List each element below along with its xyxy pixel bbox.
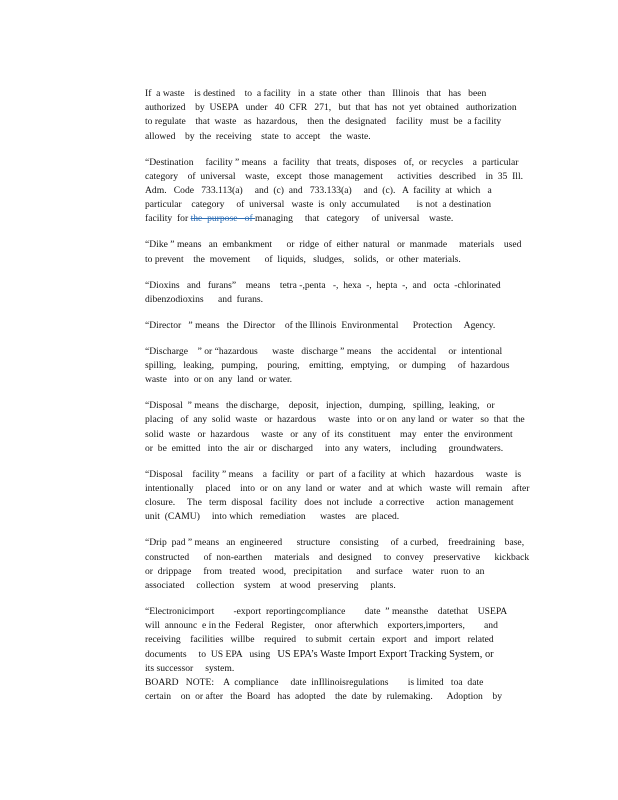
text-line: to prevent the movement of liquids, sludges, solids, or other materials. bbox=[145, 253, 461, 265]
text-line: unit (CAMU) into which remediation wastes are placed. bbox=[145, 511, 400, 523]
text-line: category of universal waste, except those management activities described in 35 Ill. bbox=[145, 170, 524, 182]
paragraph-out-of-state-facility bbox=[145, 87, 565, 144]
text-fragment: facility for bbox=[145, 213, 191, 225]
text-line: “Disposal facility ” means a facility or part of a facility at which hazardous waste is bbox=[145, 468, 522, 480]
text-line: authorized by USEPA under 40 CFR 271, but that has not yet obtained authorization bbox=[145, 102, 517, 114]
definition-drip-pad bbox=[145, 536, 565, 593]
text-line: its successor system. bbox=[145, 662, 235, 674]
text-line: “Discharge ” or “hazardous waste discharge ” means the accidental or intentional bbox=[145, 345, 503, 357]
text-line: BOARD NOTE: A compliance date inIllinoisregulations is limited toa date bbox=[145, 677, 484, 689]
text-line: or be emitted into the air or discharged into any waters, including groundwaters. bbox=[145, 442, 504, 454]
text-line: allowed by the receiving state to accept the waste. bbox=[145, 130, 371, 142]
inserted-text: US EPA’s Waste Import Export Tracking System, or bbox=[277, 648, 494, 660]
definition-electronic-import-export-reporting-compliance-date bbox=[145, 605, 565, 676]
text-line: spilling, leaking, pumping, pouring, emitting, emptying, or dumping of hazardous bbox=[145, 360, 510, 372]
text-line-with-inserted-text bbox=[145, 648, 565, 662]
definition-dike bbox=[145, 238, 565, 266]
text-line: “Destination facility ” means a facility that treats, disposes of, or recycles a particular bbox=[145, 156, 519, 168]
definition-disposal bbox=[145, 399, 565, 456]
text-line: “Electronicimport -export reportingcompliance date ” meansthe datethat USEPA bbox=[145, 606, 508, 618]
text-line: certain on or after the Board has adopted the date by rulemaking. Adoption by bbox=[145, 691, 503, 703]
text-line: constructed of non-earthen materials and designed to convey preservative kickback bbox=[145, 551, 530, 563]
definition-dioxins-and-furans bbox=[145, 279, 565, 307]
text-fragment: documents to US EPA using bbox=[145, 648, 278, 660]
text-line: “Dioxins and furans” means tetra -,penta -, hexa -, hepta -, and octa -chlorinated bbox=[145, 279, 501, 291]
text-fragment: managing that category of universal waste. bbox=[255, 213, 454, 225]
struck-text: the purpose of bbox=[190, 213, 256, 225]
text-line: “Dike ” means an embankment or ridge of either natural or manmade materials used bbox=[145, 239, 522, 251]
text-line: waste into or on any land or water. bbox=[145, 374, 293, 386]
text-line: intentionally placed into or on any land or water and at which waste will remain after bbox=[145, 483, 530, 495]
text-line: Adm. Code 733.113(a) and (c) and 733.133(a) and (c). A facility at which a bbox=[145, 185, 492, 197]
text-line: associated collection system at wood preserving plants. bbox=[145, 580, 396, 592]
definition-discharge bbox=[145, 345, 565, 388]
definition-director bbox=[145, 319, 565, 333]
text-line: placing of any solid waste or hazardous waste into or on any land or water so that the bbox=[145, 414, 525, 426]
document-body bbox=[145, 87, 565, 704]
text-line: or drippage from treated wood, precipitation and surface water ruon to an bbox=[145, 565, 485, 577]
board-note bbox=[145, 676, 565, 704]
text-line: dibenzodioxins and furans. bbox=[145, 293, 264, 305]
definition-disposal-facility bbox=[145, 468, 565, 525]
text-line: will announc e in the Federal Register, onor afterwhich exporters,importers, and bbox=[145, 620, 498, 632]
text-line: “Disposal ” means the discharge, deposit, injection, dumping, spilling, leaking, or bbox=[145, 400, 495, 412]
text-line: solid waste or hazardous waste or any of its constituent may enter the environment bbox=[145, 428, 513, 440]
text-line: closure. The term disposal facility does not include a corrective action management bbox=[145, 497, 514, 509]
text-line: “Director ” means the Director of the Illinois Environmental Protection Agency. bbox=[145, 319, 496, 331]
definition-destination-facility bbox=[145, 156, 565, 227]
text-line: receiving facilities willbe required to submit certain export and import related bbox=[145, 634, 494, 646]
text-line: “Drip pad ” means an engineered structure consisting of a curbed, freedraining base, bbox=[145, 537, 525, 549]
text-line: If a waste is destined to a facility in a state other than Illinois that has been bbox=[145, 88, 487, 99]
text-line: to regulate that waste as hazardous, then the designated facility must be a facility bbox=[145, 116, 502, 128]
text-line-with-strikethrough bbox=[145, 212, 565, 226]
text-line: particular category of universal waste is only accumulated is not a destination bbox=[145, 199, 492, 211]
